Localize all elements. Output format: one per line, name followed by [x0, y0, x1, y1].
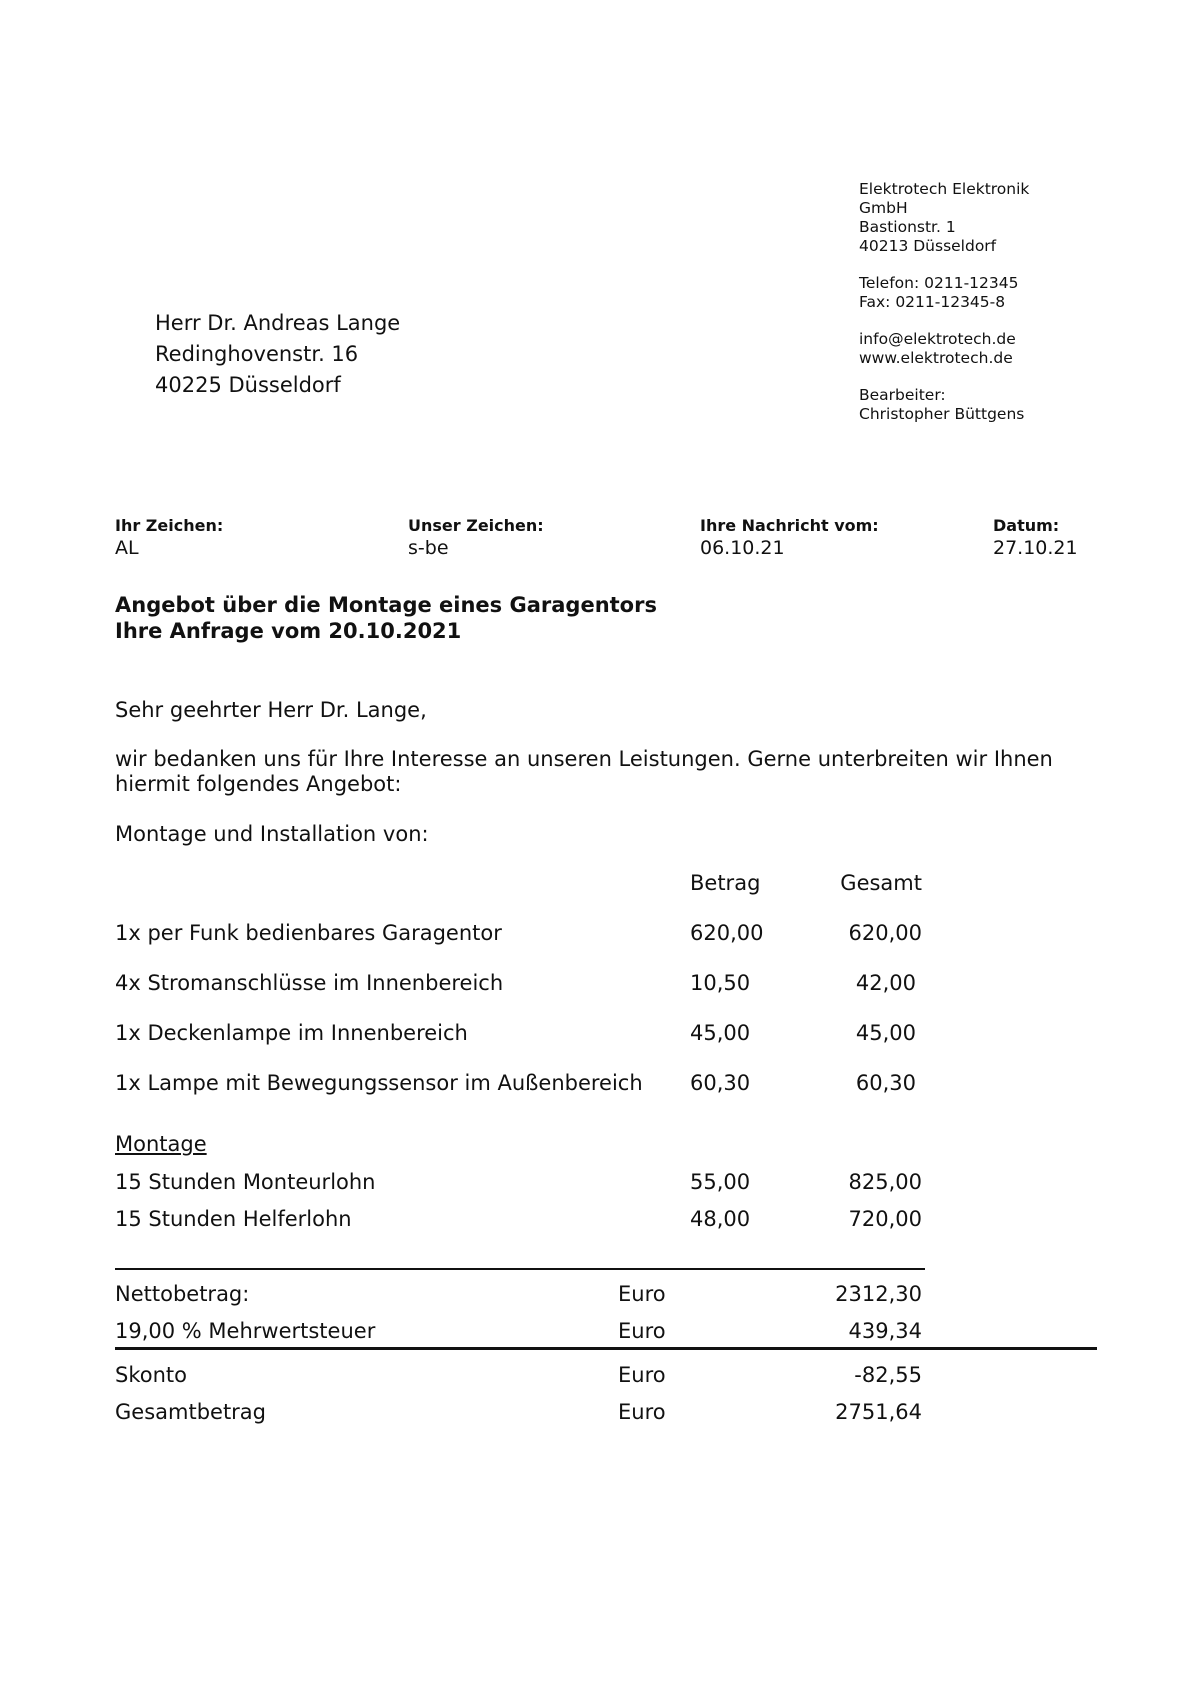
item-total: 620,00 — [848, 921, 922, 945]
sender-company-suffix: GmbH — [859, 199, 908, 217]
sender-city: 40213 Düsseldorf — [859, 237, 997, 255]
labor-total: 825,00 — [848, 1170, 922, 1194]
labor-heading: Montage — [115, 1132, 207, 1156]
ref-value-your-sign: AL — [115, 537, 139, 559]
recipient-name: Herr Dr. Andreas Lange — [155, 311, 401, 335]
item-total: 42,00 — [855, 971, 916, 995]
ref-label-your-sign: Ihr Zeichen: — [115, 516, 224, 535]
summary-value-grand-total: 2751,64 — [835, 1400, 922, 1424]
item-description: 1x Deckenlampe im Innenbereich — [115, 1021, 468, 1045]
ref-value-date: 27.10.21 — [993, 537, 1078, 559]
recipient-city: 40225 Düsseldorf — [155, 373, 341, 397]
item-total: 60,30 — [855, 1071, 916, 1095]
item-total: 45,00 — [855, 1021, 916, 1045]
column-header-amount: Betrag — [690, 871, 761, 895]
recipient-street: Redinghovenstr. 16 — [155, 342, 359, 366]
item-amount: 45,00 — [690, 1021, 751, 1045]
editor-name: Christopher Büttgens — [859, 405, 1025, 423]
summary-currency: Euro — [618, 1363, 666, 1387]
labor-total: 720,00 — [848, 1207, 922, 1231]
salutation: Sehr geehrter Herr Dr. Lange, — [115, 698, 427, 722]
intro-line-1: wir bedanken uns für Ihre Interesse an unseren Leistungen. Gerne unterbreiten wir Ihnen — [115, 747, 1053, 771]
summary-value-net: 2312,30 — [835, 1282, 922, 1306]
summary-label-net: Nettobetrag: — [115, 1282, 250, 1306]
sender-company: Elektrotech Elektronik — [859, 180, 1030, 198]
summary-label-vat: 19,00 % Mehrwertsteuer — [115, 1319, 376, 1343]
ref-label-our-sign: Unser Zeichen: — [408, 516, 544, 535]
sender-street: Bastionstr. 1 — [859, 218, 956, 236]
summary-label-grand-total: Gesamtbetrag — [115, 1400, 267, 1424]
subject-line: Angebot über die Montage eines Garagentors — [115, 593, 657, 617]
labor-amount: 55,00 — [690, 1170, 751, 1194]
subtotal-divider — [115, 1268, 925, 1270]
item-amount: 620,00 — [690, 921, 764, 945]
column-header-total: Gesamt — [840, 871, 922, 895]
ref-label-your-message: Ihre Nachricht vom: — [700, 516, 879, 535]
item-description: 1x Lampe mit Bewegungssensor im Außenbereich — [115, 1071, 643, 1095]
summary-currency: Euro — [618, 1319, 666, 1343]
labor-description: 15 Stunden Helferlohn — [115, 1207, 352, 1231]
labor-amount: 48,00 — [690, 1207, 751, 1231]
intro-line-2: hiermit folgendes Angebot: — [115, 772, 402, 796]
ref-value-your-message: 06.10.21 — [700, 537, 785, 559]
ref-label-date: Datum: — [993, 516, 1060, 535]
item-amount: 60,30 — [690, 1071, 751, 1095]
item-description: 4x Stromanschlüsse im Innenbereich — [115, 971, 504, 995]
list-heading: Montage und Installation von: — [115, 822, 429, 846]
sender-phone: Telefon: 0211-12345 — [859, 274, 1019, 292]
summary-currency: Euro — [618, 1282, 666, 1306]
editor-label: Bearbeiter: — [859, 386, 946, 404]
labor-description: 15 Stunden Monteurlohn — [115, 1170, 376, 1194]
sender-website: www.elektrotech.de — [859, 349, 1013, 367]
sender-fax: Fax: 0211-12345-8 — [859, 293, 1006, 311]
subject-inquiry: Ihre Anfrage vom 20.10.2021 — [115, 619, 462, 643]
item-amount: 10,50 — [690, 971, 751, 995]
summary-currency: Euro — [618, 1400, 666, 1424]
summary-label-discount: Skonto — [115, 1363, 187, 1387]
summary-value-discount: -82,55 — [854, 1363, 922, 1387]
total-divider — [115, 1347, 1097, 1350]
summary-value-vat: 439,34 — [848, 1319, 922, 1343]
recipient-address — [155, 308, 400, 401]
sender-email: info@elektrotech.de — [859, 330, 1016, 348]
item-description: 1x per Funk bedienbares Garagentor — [115, 921, 502, 945]
sender-address — [859, 180, 1179, 424]
ref-value-our-sign: s-be — [408, 537, 449, 559]
subject — [115, 592, 657, 644]
